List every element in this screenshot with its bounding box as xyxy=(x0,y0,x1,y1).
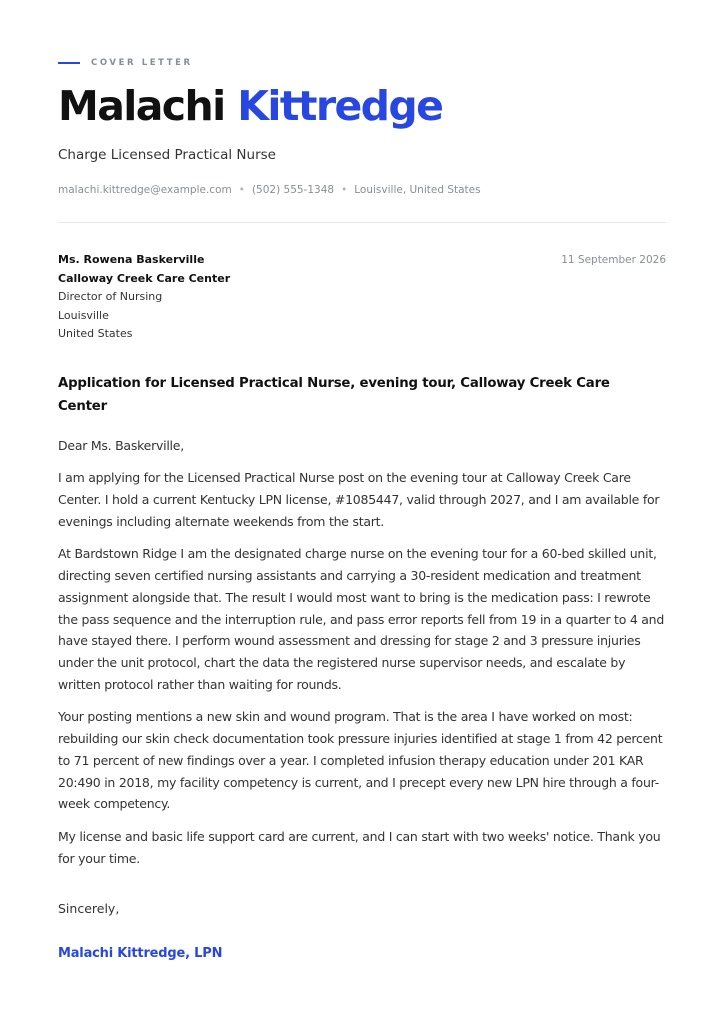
eyebrow-label: COVER LETTER xyxy=(91,58,193,68)
applicant-name xyxy=(58,80,442,132)
salutation: Dear Ms. Baskerville, xyxy=(58,438,184,453)
contact-phone[interactable]: (502) 555-1348 xyxy=(251,184,335,196)
letter-body xyxy=(58,435,668,880)
signature: Malachi Kittredge, LPN xyxy=(58,946,223,961)
recipient-title: Director of Nursing xyxy=(58,290,163,303)
recipient-city: Louisville xyxy=(58,308,109,322)
recipient-name: Ms. Rowena Baskerville xyxy=(58,253,205,266)
body-paragraph: Your posting mentions a new skin and wound program. That is the area I have worked on most: rebuilding our skin check documentation took pressure injuries identified at stage 1 from 42 percent to 71 percent of new findings over a year. I completed infusion therapy education under 201 KAR 20:490 in 2018, my facility competency is current, and I precept every new LPN hire through a four-week competency. xyxy=(58,709,663,812)
recipient-block xyxy=(58,251,230,344)
applicant-role: Charge Licensed Practical Nurse xyxy=(58,147,276,163)
body-paragraph: My license and basic life support card are current, and I can start with two weeks' notice. Thank you for your time. xyxy=(58,828,661,866)
body-paragraph: At Bardstown Ridge I am the designated charge nurse on the evening tour for a 60-bed skilled unit, directing seven certified nursing assistants and carrying a 30-resident medication and treatment assignment alongside that. The result I would most want to bring is the medication pass: I rewrote the pass sequence and the interruption rule, and pass error reports fell from 19 in a quarter to 4 and have stayed there. I perform wound assessment and dressing for stage 2 and 3 pressure injuries under the unit protocol, chart the data the registered nurse supervisor needs, and escalate by written protocol rather than waiting for rounds. xyxy=(58,546,665,692)
first-name: Malachi xyxy=(58,82,225,130)
recipient-country: United States xyxy=(58,327,133,340)
contact-location: Louisville, United States xyxy=(354,184,481,196)
accent-rule xyxy=(58,62,80,64)
contact-line xyxy=(58,182,481,198)
contact-separator: • xyxy=(238,184,245,196)
closing: Sincerely, xyxy=(58,901,120,916)
eyebrow xyxy=(58,57,193,69)
last-name: Kittredge xyxy=(237,82,443,130)
contact-email[interactable]: malachi.kittredge@example.com xyxy=(58,184,232,196)
header-divider xyxy=(58,222,666,223)
letter-subject: Application for Licensed Practical Nurse, evening tour, Calloway Creek Care Center xyxy=(58,376,610,414)
recipient-organization: Calloway Creek Care Center xyxy=(58,271,231,285)
body-paragraph: I am applying for the Licensed Practical Nurse post on the evening tour at Calloway Creek Care Center. I hold a current Kentucky LPN license, #1085447, valid through 2027, and I am available for evenings including alternate weekends from the start. xyxy=(58,470,660,529)
letter-date: 11 September 2026 xyxy=(561,254,666,266)
contact-separator: • xyxy=(341,184,348,196)
